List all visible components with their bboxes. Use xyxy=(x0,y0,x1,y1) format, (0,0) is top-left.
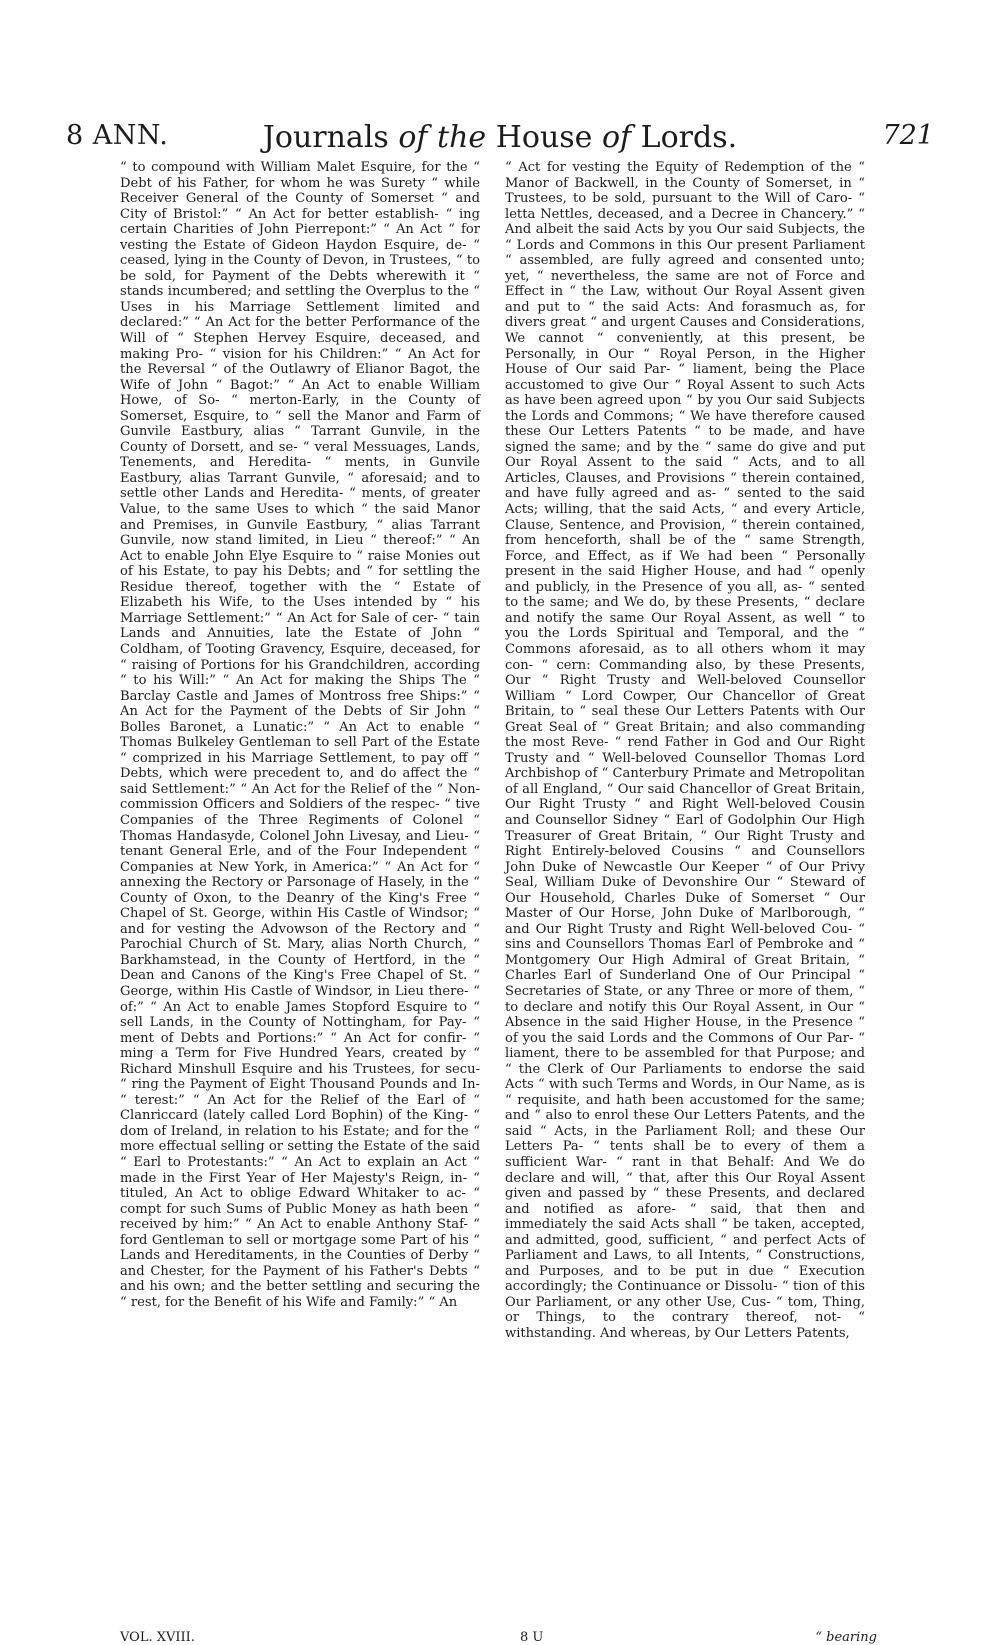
title-part-lords: Lords. xyxy=(631,120,738,155)
page-number: 721 xyxy=(882,120,934,151)
page-title xyxy=(60,120,940,155)
title-part-journals: Journals xyxy=(262,120,399,155)
left-column-text: “ to compound with William Malet Esquire, for the “ Debt of his Father, for whom he was Surety “ while Receiver General of the County of Somerset “ and City of Bristol:” “ An Act for better establish- “ ing certain Charities of John Pierrepont:” “ An Act “ for vesting the Estate of Gideon Haydon Esquire, de- “ ceased, lying in the County of Devon, in Trustees, “ to be sold, for Payment of the Debts wherewith it “ stands incumbered; and settling the Overplus to the “ Uses in his Marriage Settlement limited and declared:” “ An Act for the better Performance of the Will of “ Stephen Hervey Esquire, deceased, and making Pro- “ vision for his Children:” “ An Act for the Reversal “ of the Outlawry of Elianor Bagot, the Wife of John “ Bagot:” “ An Act to enable William Howe, of So- “ merton-Early, in the County of Somerset, Esquire, to “ sell the Manor and Farm of Gunvile Eastbury, alias “ Tarrant Gunvile, in the County of Dorsett, and se- “ veral Messuages, Lands, Tenements, and Heredita- “ ments, in Gunvile Eastbury, alias Tarrant Gunvile, “ aforesaid; and to settle other Lands and Heredita- “ ments, of greater Value, to the same Uses to which “ the said Manor and Premises, in Gunvile Eastbury, “ alias Tarrant Gunvile, now stand limited, in Lieu “ thereof:” “ An Act to enable John Elye Esquire to “ raise Monies out of his Estate, to pay his Debts; and “ for settling the Residue thereof, together with the “ Estate of Elizabeth his Wife, to the Uses intended by “ his Marriage Settlement:” “ An Act for Sale of cer- “ tain Lands and Annuities, late the Estate of John “ Coldham, of Tooting Gravency, Esquire, deceased, for “ raising of Portions for his Grandchildren, according “ to his Will:” “ An Act for making the Ships The “ Barclay Castle and James of Montross free Ships:” “ An Act for the Payment of the Debts of Sir John “ Bolles Baronet, a Lunatic:” “ An Act to enable “ Thomas Bulkeley Gentleman to sell Part of the Estate “ comprized in his Marriage Settlement, to pay off “ Debts, which were precedent to, and do affect the “ said Settlement:” “ An Act for the Relief of the “ Non-commission Officers and Soldiers of the respec- “ tive Companies of the Three Regiments of Colonel “ Thomas Handasyde, Colonel John Livesay, and Lieu- “ tenant General Erle, and of the Four Independent “ Companies at New York, in America:” “ An Act for “ annexing the Rectory or Parsonage of Hasely, in the “ County of Oxon, to the Deanry of the King's Free “ Chapel of St. George, within His Castle of Windsor; “ and for vesting the Advowson of the Rectory and “ Parochial Church of St. Mary, alias North Church, “ Barkhamstead, in the County of Hertford, in the “ Dean and Canons of the King's Free Chapel of St. “ George, within His Castle of Windsor, in Lieu there- “ of:” “ An Act to enable James Stopford Esquire to “ sell Lands, in the County of Nottingham, for Pay- “ ment of Debts and Portions:” “ An Act for confir- “ ming a Term for Five Hundred Years, created by “ Richard Minshull Esquire and his Trustees, for secu- “ ring the Payment of Eight Thousand Pounds and In- “ terest:” “ An Act for the Relief of the Earl of “ Clanriccard (lately called Lord Bophin) of the King- “ dom of Ireland, in relation to his Estate; and for the “ more effectual selling or setting the Estate of the said “ Earl to Protestants:” “ An Act to explain an Act “ made in the First Year of Her Majesty's Reign, in- “ tituled, An Act to oblige Edward Whitaker to ac- “ compt for such Sums of Public Money as hath been “ received by him:” “ An Act to enable Anthony Staf- “ ford Gentleman to sell or mortgage some Part of his “ Lands and Hereditaments, in the Counties of Derby “ and Chester, for the Payment of his Father's Debts “ and his own; and the better settling and securing the “ rest, for the Benefit of his Wife and Family:” “ An xyxy=(120,160,480,1310)
title-part-house: House xyxy=(486,120,602,155)
right-column xyxy=(505,160,865,1342)
volume-label: VOL. XVIII. xyxy=(120,1630,195,1645)
right-column-text: “ Act for vesting the Equity of Redemption of the “ Manor of Backwell, in the County of Somerset, in “ Trustees, to be sold, pursuant to the Will of Caro- “ letta Nettles, deceased, and a Decree in Chancery.” “ And albeit the said Acts by you Our said Subjects, the “ Lords and Commons in this Our present Parliament “ assembled, are fully agreed and consented unto; yet, “ nevertheless, the same are not of Force and Effect in “ the Law, without Our Royal Assent given and put to “ the said Acts: And forasmuch as, for divers great “ and urgent Causes and Considerations, We cannot “ conveniently, at this present, be Personally, in Our “ Royal Person, in the Higher House of Our said Par- “ liament, being the Place accustomed to give Our “ Royal Assent to such Acts as have been agreed upon “ by you Our said Subjects the Lords and Commons; “ We have therefore caused these Our Letters Patents “ to be made, and have signed the same; and by the “ same do give and put Our Royal Assent to the said “ Acts, and to all Articles, Clauses, and Provisions “ therein contained, and have fully agreed and as- “ sented to the said Acts; willing, that the said Acts, “ and every Article, Clause, Sentence, and Provision, “ therein contained, from henceforth, shall be of the “ same Strength, Force, and Effect, as if We had been “ Personally present in the said Higher House, and had “ openly and publicly, in the Presence of you all, as- “ sented to the same; and We do, by these Presents, “ declare and notify the same Our Royal Assent, as well “ to you the Lords Spiritual and Temporal, and the “ Commons aforesaid, as to all others whom it may con- “ cern: Commanding also, by these Presents, Our “ Right Trusty and Well-beloved Counsellor William “ Lord Cowper, Our Chancellor of Great Britain, to “ seal these Our Letters Patents with Our Great Seal of “ Great Britain; and also commanding the most Reve- “ rend Father in God and Our Right Trusty and “ Well-beloved Counsellor Thomas Lord Archbishop of “ Canterbury Primate and Metropolitan of all England, “ Our said Chancellor of Great Britain, Our Right Trusty “ and Right Well-beloved Cousin and Counsellor Sidney “ Earl of Godolphin Our High Treasurer of Great Britain, “ Our Right Trusty and Right Entirely-beloved Cousins “ and Counsellors John Duke of Newcastle Our Keeper “ of Our Privy Seal, William Duke of Devonshire Our “ Steward of Our Household, Charles Duke of Somerset “ Our Master of Our Horse, John Duke of Marlborough, “ and Our Right Trusty and Right Well-beloved Cou- “ sins and Counsellors Thomas Earl of Pembroke and “ Montgomery Our High Admiral of Great Britain, “ Charles Earl of Sunderland One of Our Principal “ Secretaries of State, or any Three or more of them, “ to declare and notify this Our Royal Assent, in Our “ Absence in the said Higher House, in the Presence “ of you the said Lords and the Commons of Our Par- “ liament, there to be assembled for that Purpose; and “ the Clerk of Our Parliaments to endorse the said Acts “ with such Terms and Words, in Our Name, as is “ requisite, and hath been accustomed for the same; and “ also to enrol these Our Letters Patents, and the said “ Acts, in the Parliament Roll; and these Our Letters Pa- “ tents shall be to every of them a sufficient War- “ rant in that Behalf: And We do declare and will, “ that, after this Our Royal Assent given and passed by “ these Presents, and declared and notified as afore- “ said, that then and immediately the said Acts shall “ be taken, accepted, and admitted, good, sufficient, “ and perfect Acts of Parliament and Laws, to all Intents, “ Constructions, and Purposes, and to be put in due “ Execution accordingly; the Continuance or Dissolu- “ tion of this Our Parliament, or any other Use, Cus- “ tom, Thing, or Things, to the contrary thereof, not- “ withstanding. And whereas, by Our Letters Patents, xyxy=(505,160,865,1342)
left-column xyxy=(120,160,480,1310)
title-part-of: of xyxy=(601,120,632,155)
title-part-of-the: of the xyxy=(398,120,487,155)
session-label: 8 ANN. xyxy=(66,120,169,151)
running-header xyxy=(60,120,940,160)
signature-mark: 8 U xyxy=(520,1630,544,1645)
catchword: “ bearing xyxy=(815,1630,877,1645)
